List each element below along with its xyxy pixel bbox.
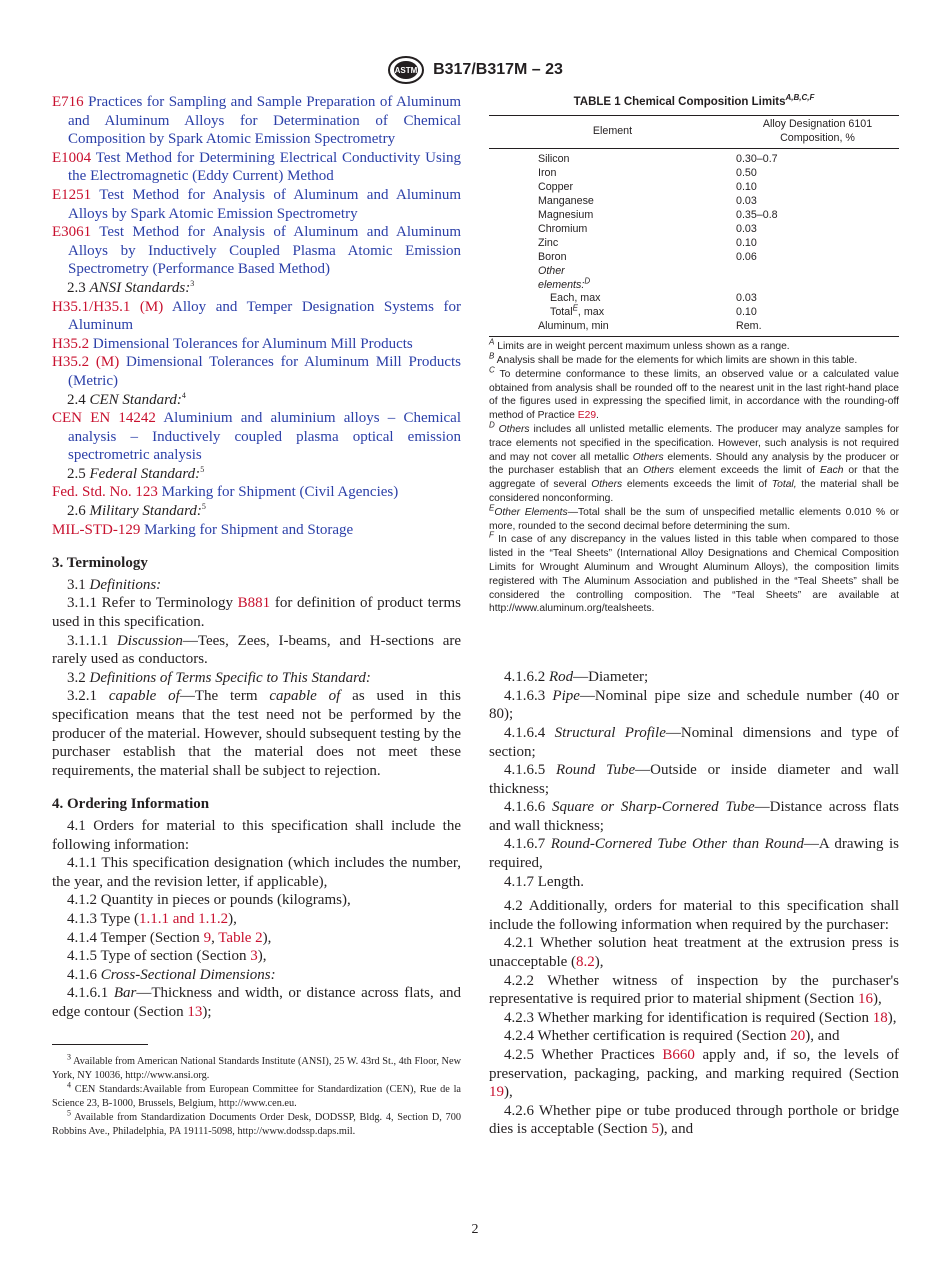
page-header bbox=[0, 55, 950, 85]
para-4-2-6: 4.2.6 Whether pipe or tube produced through porthole or bridge dies is acceptable (Section 5), and bbox=[489, 1102, 899, 1138]
link-e29[interactable]: E29 bbox=[577, 410, 597, 422]
para-4-1-6-7: 4.1.6.7 Round-Cornered Tube Other than Round—A drawing is required, bbox=[489, 836, 900, 872]
reference-h35-1[interactable]: H35.1/H35.1 (M) Alloy and Temper Designation Systems for Aluminum bbox=[52, 298, 461, 334]
para-4-1-6-5: 4.1.6.5 Round Tube—Outside or inside diameter and wall thickness; bbox=[489, 762, 899, 797]
table-row: Silicon 0.30–0.7 bbox=[538, 153, 778, 166]
para-4-1-6-1: 4.1.6.1 Bar—Thickness and width, or distance across flats, and edge contour (Section 13); bbox=[52, 985, 461, 1020]
link-section-18[interactable]: 18 bbox=[872, 1009, 888, 1026]
reference-fed-std-123[interactable]: Fed. Std. No. 123 Marking for Shipment (Civil Agencies) bbox=[52, 484, 399, 501]
para-3-1-1-1: 3.1.1.1 Discussion—Tees, Zees, I-beams, and H-sections are rarely used as conductors. bbox=[52, 632, 462, 668]
footnote-divider bbox=[52, 1044, 148, 1045]
table-note-f: $^F$ In case of any discrepancy in the values listed in this table when compared to those listed in the “Teal Sheets” (International Alloy Designations and Chemical Composition Limits for Wrought Aluminum and Wrought Aluminum Alloys), the composition limits registered with The Aluminum Association and published in the “Teal Sheets” shall be considered the controlling composition. The “Teal Sheets” are available at http://www.aluminum.org/tealsheets. bbox=[489, 530, 899, 615]
para-4-1-1: 4.1.1 This specification designation (which includes the number, the year, and the revision letter, if applicable), bbox=[52, 855, 461, 890]
table-row: Each, max 0.03 bbox=[550, 292, 757, 305]
para-4-2-1: 4.2.1 Whether solution heat treatment at the extrusion press is unacceptable (8.2), bbox=[489, 935, 899, 971]
table-row: Boron 0.06 bbox=[538, 250, 757, 263]
table-row: Chromium 0.03 bbox=[538, 222, 757, 235]
link-section-9[interactable]: 9 bbox=[203, 929, 212, 946]
para-4-1-6: 4.1.6 Cross-Sectional Dimensions: bbox=[67, 966, 276, 983]
link-8-2[interactable]: 8.2 bbox=[576, 954, 595, 971]
table-1-notes bbox=[489, 337, 899, 616]
chemical-composition-table bbox=[489, 115, 899, 338]
para-3-1-1: 3.1.1 Refer to Terminology B881 for definition of product terms used in this specification. bbox=[52, 595, 461, 631]
table-row: Aluminum, min Rem. bbox=[489, 320, 899, 336]
para-4-2: 4.2 Additionally, orders for material to this specification shall include the following information when required by the purchaser: bbox=[489, 898, 899, 933]
reference-h35-2[interactable]: H35.2 Dimensional Tolerances for Aluminum Mill Products bbox=[52, 335, 413, 352]
table-1-title: TABLE 1 Chemical Composition Limits$^{A,B,C,F}$ bbox=[573, 93, 815, 108]
reference-cen-en-14242[interactable]: CEN EN 14242 Aluminium and aluminium alloys – Chemical analysis – Inductively coupled plasma optical emission spectrometric analysis bbox=[52, 410, 461, 464]
link-table-2[interactable]: Table 2 bbox=[218, 929, 263, 946]
para-4-1: 4.1 Orders for material to this specification shall include the following information: bbox=[52, 817, 461, 853]
table-note-b: $^B$ Analysis shall be made for the elements for which limits are shown in this table. bbox=[489, 351, 858, 366]
para-3-2-1: 3.2.1 capable of—The term capable of as used in this specification means that the test need not be performed by the producer of the material. However, should subsequent testing by the purchaser establish that the material does not meet these requirements, the material shall be subject to rejection. bbox=[52, 688, 462, 779]
reference-e1004[interactable]: E1004 Test Method for Determining Electrical Conductivity Using the Electromagnetic (Eddy Current) Method bbox=[52, 149, 461, 185]
table-row: Total$^E$, max 0.10 bbox=[550, 303, 757, 319]
table-header-element: Element bbox=[489, 115, 736, 149]
standard-designation: B317/B317M – 23 bbox=[433, 61, 563, 78]
para-4-1-3: 4.1.3 Type (1.1.1 and 1.1.2), bbox=[67, 910, 237, 927]
table-row: Manganese 0.03 bbox=[538, 195, 757, 208]
ansi-standards-heading: 2.3 ANSI Standards:$^3$ bbox=[67, 278, 195, 296]
para-4-1-2: 4.1.2 Quantity in pieces or pounds (kilograms), bbox=[67, 892, 351, 909]
para-4-1-6-3: 4.1.6.3 Pipe—Nominal pipe size and schedule number (40 or 80); bbox=[489, 687, 900, 723]
reference-e3061[interactable]: E3061 Test Method for Analysis of Aluminum and Aluminum Alloys by Inductively Coupled Plasma Atomic Emission Spectrometry (Performance Based Method) bbox=[52, 224, 461, 278]
table-note-e: $^E$Other Elements—Total shall be the sum of unspecified metallic elements 0.010 % or more, rounded to the second decimal before determining the sum. bbox=[489, 503, 899, 532]
para-4-1-6-4: 4.1.6.4 Structural Profile—Nominal dimensions and type of section; bbox=[489, 724, 900, 760]
table-row: Zinc 0.10 bbox=[538, 236, 757, 249]
astm-logo-icon bbox=[387, 55, 425, 85]
footnote-3: $^3$ Available from American National Standards Institute (ANSI), 25 W. 43rd St., 4th Floor, New York, NY 10036, http://www.ansi.org. bbox=[52, 1052, 462, 1081]
para-3-1: 3.1 Definitions: bbox=[67, 576, 162, 593]
table-note-c: $^C$ To determine conformance to these limits, an observed value or a calculated value obtained from analysis shall be rounded off to the nearest unit in the last right-hand place of the figures used in expressing the specified limit, in accordance with the rounding-off method of Practice E29. bbox=[489, 365, 899, 422]
table-note-a: $^A$ Limits are in weight percent maximum unless shown as a range. bbox=[489, 337, 790, 353]
link-b660[interactable]: B660 bbox=[662, 1047, 695, 1063]
link-section-19[interactable]: 19 bbox=[489, 1084, 504, 1101]
para-4-1-6-6: 4.1.6.6 Square or Sharp-Cornered Tube—Distance across flats and wall thickness; bbox=[489, 799, 900, 834]
reference-mil-std-129[interactable]: MIL-STD-129 Marking for Shipment and Storage bbox=[52, 521, 354, 538]
para-3-2: 3.2 Definitions of Terms Specific to This Standard: bbox=[67, 669, 371, 686]
military-standard-heading: 2.6 Military Standard:$^5$ bbox=[67, 502, 206, 520]
para-4-1-6-2: 4.1.6.2 Rod—Diameter; bbox=[504, 669, 649, 686]
right-column bbox=[489, 93, 899, 1139]
para-4-1-7: 4.1.7 Length. bbox=[504, 873, 584, 890]
table-header-composition: Alloy Designation 6101 Composition, % bbox=[736, 115, 899, 149]
link-1-1-1[interactable]: 1.1.1 and 1.1.2 bbox=[139, 910, 229, 927]
link-section-16[interactable]: 16 bbox=[858, 991, 874, 1008]
page-number: 2 bbox=[471, 1222, 479, 1237]
link-b881[interactable]: B881 bbox=[237, 595, 271, 612]
reference-e1251[interactable]: E1251 Test Method for Analysis of Aluminum and Aluminum Alloys by Spark Atomic Emission Spectrometry bbox=[52, 186, 461, 222]
para-4-1-4: 4.1.4 Temper (Section 9, Table 2), bbox=[67, 929, 272, 946]
federal-standard-heading: 2.5 Federal Standard:$^5$ bbox=[67, 464, 205, 482]
section-4-heading: 4. Ordering Information bbox=[52, 796, 210, 813]
table-row: Copper 0.10 bbox=[538, 181, 757, 194]
table-row-other-elements: Other elements:$^D$ bbox=[538, 264, 591, 291]
table-row: Magnesium 0.35–0.8 bbox=[538, 209, 778, 222]
svg-text:ASTM: ASTM bbox=[394, 66, 418, 75]
para-4-2-3: 4.2.3 Whether marking for identification is required (Section 18), bbox=[504, 1009, 897, 1026]
left-column bbox=[52, 93, 461, 1139]
para-4-2-5: 4.2.5 Whether Practices B660 apply and, if so, the levels of preservation, packaging, packing, and marking required (Section 19), bbox=[489, 1047, 899, 1101]
link-section-20[interactable]: 20 bbox=[790, 1028, 806, 1045]
para-4-2-4: 4.2.4 Whether certification is required (Section 20), and bbox=[504, 1028, 840, 1045]
reference-e716[interactable]: E716 Practices for Sampling and Sample Preparation of Aluminum and Aluminum Alloys for Determination of Chemical Composition by Spark Atomic Emission Spectrometry bbox=[52, 94, 461, 148]
para-4-1-5: 4.1.5 Type of section (Section 3), bbox=[67, 948, 267, 965]
link-section-3[interactable]: 3 bbox=[250, 948, 258, 965]
link-section-13[interactable]: 13 bbox=[187, 1003, 203, 1020]
table-row: Iron 0.50 bbox=[538, 167, 757, 180]
link-section-5[interactable]: 5 bbox=[651, 1121, 659, 1138]
reference-h35-2m[interactable]: H35.2 (M) Dimensional Tolerances for Aluminum Mill Products (Metric) bbox=[52, 354, 461, 389]
para-4-2-2: 4.2.2 Whether witness of inspection by the purchaser's representative is required prior to material shipment (Section 16), bbox=[489, 972, 899, 1008]
footnote-5: $^5$ Available from Standardization Documents Order Desk, DODSSP, Bldg. 4, Section D, 700 Robbins Ave., Philadelphia, PA 19111-5098, http://www.dodssp.daps.mil. bbox=[52, 1108, 461, 1137]
cen-standard-heading: 2.4 CEN Standard:$^4$ bbox=[67, 390, 186, 408]
table-note-d: $^D$ Others includes all unlisted metallic elements. The producer may analyze samples for trace elements not specified in the specification. However, such analysis is not required and may not cover all metallic Others elements. Should any analysis by the producer or the purchaser establish that an Others element exceeds the limit of Each or that the aggregate of several Others elements exceeds the limit of Total, the material shall be considered nonconforming. bbox=[489, 420, 899, 504]
section-3-heading: 3. Terminology bbox=[52, 555, 148, 572]
footnote-4: $^4$ CEN Standards:Available from European Committee for Standardization (CEN), Rue de la Science 23, B-1000, Brussels, Belgium, http://www.cen.eu. bbox=[52, 1080, 461, 1109]
